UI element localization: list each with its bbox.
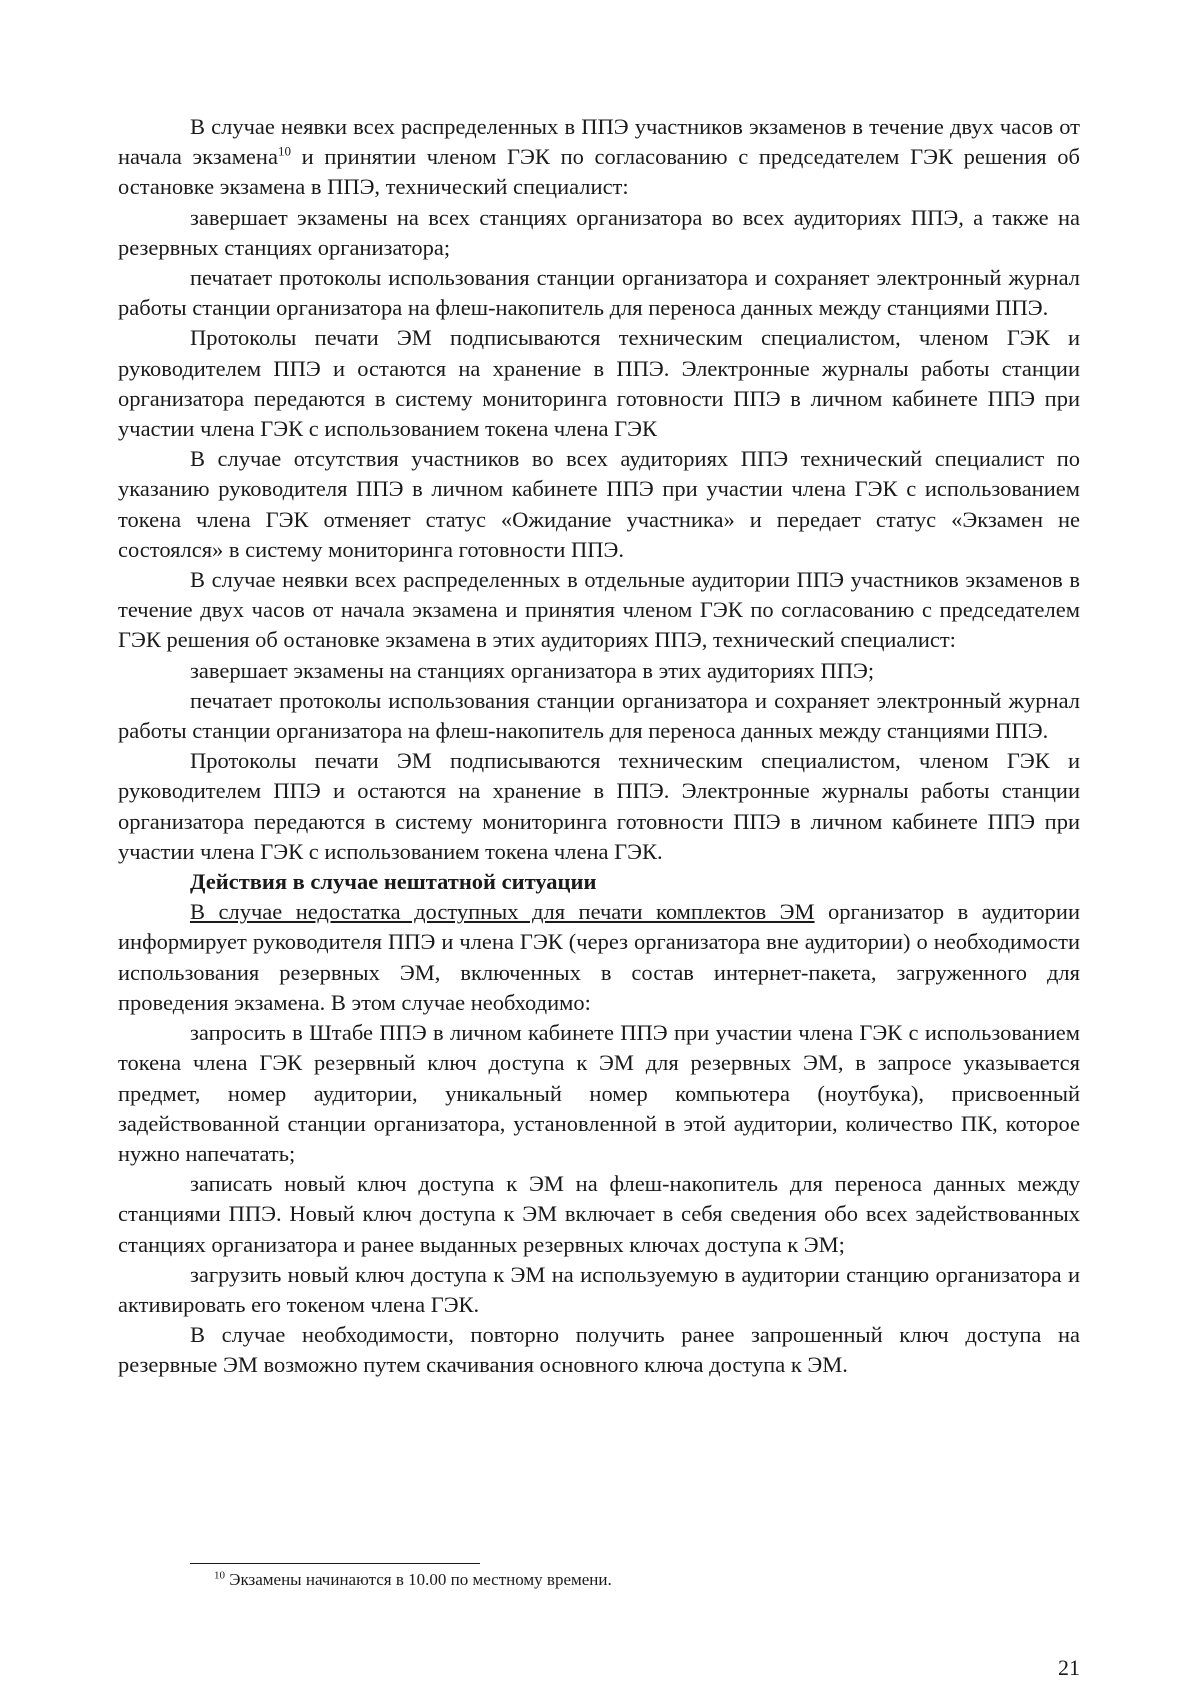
- paragraph-13: загрузить новый ключ доступа к ЭМ на используемую в аудитории станцию организатора и активировать его токеном члена ГЭК.: [118, 1261, 1080, 1317]
- paragraph-7: завершает экзамены на станциях организатора в этих аудиториях ППЭ;: [190, 657, 875, 683]
- paragraph-14: В случае необходимости, повторно получить ранее запрошенный ключ доступа на резервные ЭМ возможно путем скачивания основного ключа доступа к ЭМ.: [118, 1322, 1080, 1378]
- page-number: 21: [1058, 1655, 1080, 1680]
- paragraph-6: В случае неявки всех распределенных в отдельные аудитории ППЭ участников экзаменов в течение двух часов от начала экзамена и принятия членом ГЭК по согласованию с председателем ГЭК решения об остановке экзамена в этих аудиториях ППЭ, технический специалист:: [118, 567, 1080, 653]
- paragraph-1-text-a: В случае неявки всех распределенных в ППЭ участников экзаменов в течение двух часов от начала экзамена: [118, 114, 1080, 170]
- footnote-text: Экзамены начинаются в 10.00 по местному времени.: [225, 1570, 612, 1589]
- footnote-marker: 10: [214, 1569, 225, 1582]
- section-heading: Действия в случае нештатной ситуации: [190, 869, 597, 895]
- paragraph-12: записать новый ключ доступа к ЭМ на флеш-накопитель для переноса данных между станциями ППЭ. Новый ключ доступа к ЭМ включает в себя сведения обо всех задействованных станциях организатора и ранее выданных резервных ключах доступа к ЭМ;: [118, 1171, 1080, 1257]
- paragraph-8: печатает протоколы использования станции организатора и сохраняет электронный журнал работы станции организатора на флеш-накопитель для переноса данных между станциями ППЭ.: [118, 687, 1080, 744]
- document-body: [118, 112, 1080, 1381]
- paragraph-11: запросить в Штабе ППЭ в личном кабинете ППЭ при участии члена ГЭК с использованием токена члена ГЭК резервный ключ доступа к ЭМ для резервных ЭМ, в запросе указывается предмет, номер аудитории, уникальный номер компьютера (ноутбука), присвоенный задействованной станции организатора, установленной в этой аудитории, количество ПК, которое нужно напечатать;: [118, 1020, 1080, 1166]
- paragraph-1: [118, 112, 1080, 203]
- paragraph-4: Протоколы печати ЭМ подписываются техническим специалистом, членом ГЭК и руководителем ППЭ и остаются на хранение в ППЭ. Электронные журналы работы станции организатора передаются в систему мониторинга готовности ППЭ в личном кабинете ППЭ при участии члена ГЭК с использованием токена члена ГЭК: [118, 325, 1080, 442]
- paragraph-5: В случае отсутствия участников во всех аудиториях ППЭ технический специалист по указанию руководителя ППЭ в личном кабинете ППЭ при участии члена ГЭК с использованием токена члена ГЭК отменяет статус «Ожидание участника» и передает статус «Экзамен не состоялся» в систему мониторинга готовности ППЭ.: [118, 446, 1080, 562]
- paragraph-2: завершает экзамены на всех станциях организатора во всех аудиториях ППЭ, а также на резервных станциях организатора;: [118, 204, 1080, 260]
- paragraph-9: Протоколы печати ЭМ подписываются техническим специалистом, членом ГЭК и руководителем ППЭ и остаются на хранение в ППЭ. Электронные журналы работы станции организатора передаются в систему мониторинга готовности ППЭ в личном кабинете ППЭ при участии члена ГЭК с использованием токена члена ГЭК.: [118, 748, 1080, 864]
- paragraph-1-text-b: и принятии членом ГЭК по согласованию с председателем ГЭК решения об остановке экзамена в ППЭ, технический специалист:: [118, 144, 1080, 200]
- footnote: [214, 1569, 612, 1591]
- paragraph-10-text: организатор в аудитории информирует руководителя ППЭ и члена ГЭК (через организатора вне аудитории) о необходимости использования резервных ЭМ, включенных в состав интернет-пакета, загруженного для проведения экзамена. В этом случае необходимо:: [118, 899, 1080, 1015]
- paragraph-10: [118, 897, 1080, 1018]
- paragraph-3: печатает протоколы использования станции организатора и сохраняет электронный журнал работы станции организатора на флеш-накопитель для переноса данных между станциями ППЭ.: [118, 265, 1080, 321]
- footnote-divider: [190, 1563, 480, 1564]
- paragraph-10-underlined: В случае недостатка доступных для печати комплектов ЭМ: [190, 899, 815, 925]
- footnote-reference: 10: [277, 143, 291, 159]
